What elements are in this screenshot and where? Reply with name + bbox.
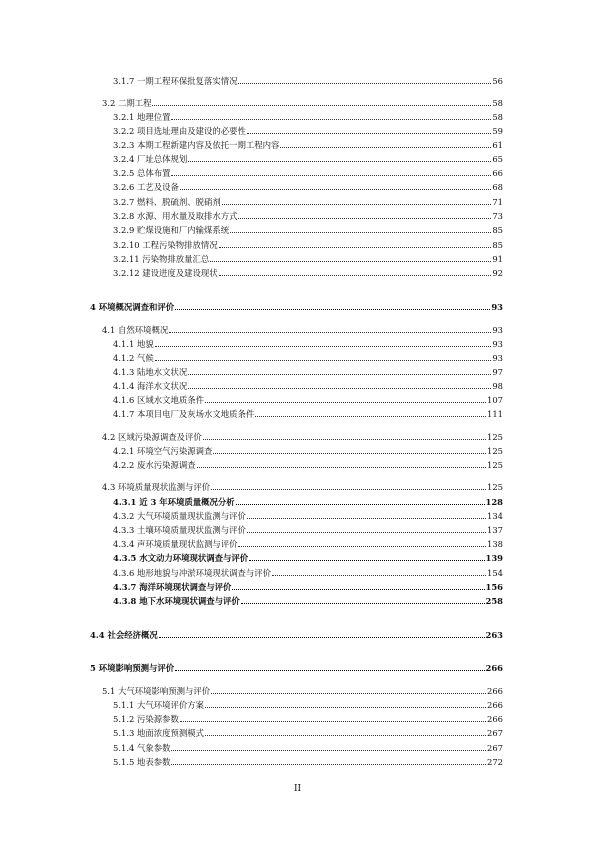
toc-entry-title: 4.3.5 水文动力环境现状调查与评价	[113, 553, 249, 563]
toc-entry-page: 68	[492, 182, 503, 192]
toc-entry[interactable]	[113, 594, 503, 607]
toc-dot-leader	[188, 373, 491, 375]
toc-dot-leader	[272, 574, 486, 576]
toc-dot-leader	[171, 118, 491, 120]
toc-entry[interactable]	[113, 110, 503, 123]
toc-dot-leader	[210, 260, 491, 262]
toc-entry-page: 92	[492, 268, 503, 278]
toc-entry-title: 4.3.3 土壤环境质量现状监测与评价	[113, 525, 246, 535]
toc-dot-leader	[188, 160, 491, 162]
toc-entry-page: 73	[492, 211, 503, 221]
toc-entry-page: 111	[487, 409, 503, 419]
toc-entry[interactable]	[113, 252, 503, 265]
toc-dot-leader	[180, 720, 486, 722]
toc-entry-title: 4.1.3 陆地水文状况	[113, 367, 188, 377]
toc-entry-title: 3.2.9 贮煤设施和厂内输煤系统	[113, 225, 230, 235]
toc-dot-leader	[175, 308, 490, 310]
toc-dot-leader	[188, 387, 491, 389]
toc-entry-title: 4.2.2 废水污染源调查	[113, 460, 196, 470]
toc-entry-page: 267	[487, 728, 503, 738]
toc-dot-leader	[171, 749, 486, 751]
toc-dot-leader	[197, 466, 486, 468]
toc-entry-page: 267	[487, 743, 503, 753]
toc-entry-page: 125	[487, 482, 503, 492]
toc-entry-page: 58	[492, 98, 503, 108]
toc-entry-title: 4.3.4 声环境质量现状监测与评价	[113, 539, 238, 549]
toc-dot-leader	[155, 345, 492, 347]
toc-entry-title: 3.2.5 总体布置	[113, 168, 171, 178]
toc-entry-page: 66	[492, 168, 503, 178]
toc-entry[interactable]	[90, 661, 503, 674]
toc-dot-leader	[171, 763, 486, 765]
toc-entry[interactable]	[102, 480, 503, 493]
toc-entry[interactable]	[113, 458, 503, 471]
toc-entry-page: 266	[487, 700, 503, 710]
toc-entry-title: 3.2.12 建设进度及建设现状	[113, 268, 218, 278]
toc-dot-leader	[219, 274, 492, 276]
toc-entry[interactable]	[113, 351, 503, 364]
toc-dot-leader	[247, 517, 486, 519]
toc-dot-leader	[241, 602, 485, 604]
toc-entry-title: 5.1.1 大气环境评价方案	[113, 700, 204, 710]
toc-entry-title: 5.1.2 污染源参数	[113, 714, 179, 724]
toc-dot-leader	[219, 246, 492, 248]
toc-entry-page: 266	[487, 714, 503, 724]
toc-entry-title: 5.1.5 地表参数	[113, 757, 171, 767]
toc-dot-leader	[175, 669, 484, 671]
toc-entry-title: 3.2.4 厂址总体规划	[113, 154, 188, 164]
toc-entry[interactable]	[113, 551, 503, 564]
toc-entry[interactable]	[113, 180, 503, 193]
toc-entry[interactable]	[113, 266, 503, 279]
toc-entry[interactable]	[113, 74, 503, 87]
toc-entry-page: 85	[492, 225, 503, 235]
toc-entry[interactable]	[113, 407, 503, 420]
toc-entry-title: 3.2.7 燃料、脱硫剂、脱硝剂	[113, 197, 221, 207]
toc-entry[interactable]	[113, 166, 503, 179]
toc-entry-page: 125	[487, 432, 503, 442]
toc-entry-page: 128	[485, 497, 503, 507]
toc-entry-page: 137	[487, 525, 503, 535]
toc-dot-leader	[171, 174, 491, 176]
toc-dot-leader	[205, 401, 486, 403]
toc-entry-page: 258	[485, 596, 503, 606]
toc-entry-title: 3.2.1 地理位置	[113, 112, 171, 122]
toc-entry-title: 5.1.3 地面浓度预测模式	[113, 728, 204, 738]
toc-dot-leader	[238, 217, 491, 219]
toc-entry-page: 125	[487, 446, 503, 456]
toc-entry-page: 154	[487, 568, 503, 578]
toc-entry[interactable]	[113, 580, 503, 593]
toc-entry[interactable]	[113, 566, 503, 579]
toc-entry-page: 97	[492, 367, 503, 377]
toc-entry[interactable]	[113, 495, 503, 508]
toc-entry-title: 5 环境影响预测与评价	[90, 663, 175, 673]
toc-entry[interactable]	[113, 223, 503, 236]
toc-entry-page: 71	[492, 197, 503, 207]
toc-entry-title: 4.1.1 地貌	[113, 339, 154, 349]
toc-entry-page: 93	[492, 325, 503, 335]
toc-entry-title: 4.3.2 大气环境质量现状监测与评价	[113, 511, 246, 521]
toc-dot-leader	[211, 692, 486, 694]
toc-dot-leader	[155, 359, 492, 361]
toc-entry[interactable]	[113, 209, 503, 222]
toc-entry[interactable]	[113, 138, 503, 151]
toc-entry-title: 3.2 二期工程	[102, 98, 152, 108]
toc-entry-page: 107	[487, 395, 503, 405]
toc-entry[interactable]	[113, 379, 503, 392]
toc-entry[interactable]	[113, 537, 503, 550]
toc-entry-title: 4.1 自然环境概况	[102, 325, 169, 335]
toc-entry-title: 5.1.4 气象参数	[113, 743, 171, 753]
toc-dot-leader	[169, 331, 491, 333]
toc-dot-leader	[247, 531, 486, 533]
toc-entry-page: 85	[492, 240, 503, 250]
toc-entry-page: 61	[492, 140, 503, 150]
toc-entry[interactable]	[102, 684, 503, 697]
toc-entry[interactable]	[113, 444, 503, 457]
toc-entry[interactable]	[90, 628, 503, 641]
toc-dot-leader	[222, 203, 492, 205]
toc-entry[interactable]	[90, 300, 503, 313]
toc-dot-leader	[180, 188, 491, 190]
toc-dot-leader	[205, 706, 486, 708]
toc-entry[interactable]	[113, 741, 503, 754]
toc-entry-page: 138	[487, 539, 503, 549]
toc-entry[interactable]	[113, 698, 503, 711]
toc-dot-leader	[232, 588, 484, 590]
toc-entry-title: 3.2.6 工艺及设备	[113, 182, 179, 192]
toc-entry-title: 4.2.1 环境空气污染源调查	[113, 446, 213, 456]
toc-dot-leader	[213, 452, 486, 454]
toc-entry-title: 4.1.2 气候	[113, 353, 154, 363]
toc-entry[interactable]	[102, 96, 503, 109]
toc-dot-leader	[211, 488, 486, 490]
toc-entry-title: 4.1.7 本项目电厂及灰场水文地质条件	[113, 409, 255, 419]
toc-dot-leader	[159, 636, 485, 638]
toc-dot-leader	[230, 231, 491, 233]
toc-entry[interactable]	[113, 152, 503, 165]
toc-entry-title: 4.1.4 海洋水文状况	[113, 381, 188, 391]
toc-entry-page: 93	[491, 302, 503, 312]
toc-entry-page: 266	[487, 686, 503, 696]
toc-entry-page: 58	[492, 112, 503, 122]
toc-entry[interactable]	[113, 509, 503, 522]
toc-entry-title: 4.4 社会经济概况	[90, 630, 158, 640]
toc-entry-title: 4.3.7 海洋环境现状调查与评价	[113, 582, 232, 592]
toc-entry-title: 4.3.8 地下水环境现状调查与评价	[113, 596, 240, 606]
toc-dot-leader	[280, 146, 491, 148]
toc-dot-leader	[236, 503, 485, 505]
toc-entry-title: 4.2 区域污染源调查及评价	[102, 432, 202, 442]
toc-entry-title: 4.3.1 近 3 年环境质量概况分析	[113, 497, 235, 507]
toc-entry[interactable]	[113, 755, 503, 768]
toc-dot-leader	[238, 545, 486, 547]
toc-entry[interactable]	[113, 124, 503, 137]
toc-entry-title: 4.3 环境质量现状监测与评价	[102, 482, 211, 492]
toc-entry-page: 263	[485, 630, 503, 640]
toc-entry-page: 93	[492, 339, 503, 349]
toc-entry[interactable]	[113, 393, 503, 406]
page-number: II	[293, 784, 302, 794]
toc-entry-title: 3.2.2 项目选址理由及建设的必要性	[113, 126, 246, 136]
toc-entry-page: 98	[492, 381, 503, 391]
toc-dot-leader	[249, 559, 484, 561]
toc-entry-page: 91	[492, 254, 503, 264]
toc-dot-leader	[205, 734, 486, 736]
toc-entry-title: 4 环境概况调查和评价	[90, 302, 175, 312]
toc-entry-title: 3.2.11 污染物排放量汇总	[113, 254, 210, 264]
toc-entry-page: 272	[487, 757, 503, 767]
toc-entry[interactable]	[102, 323, 503, 336]
toc-entry[interactable]	[113, 337, 503, 350]
toc-entry[interactable]	[113, 365, 503, 378]
toc-entry[interactable]	[113, 726, 503, 739]
toc-entry-page: 266	[485, 663, 503, 673]
toc-entry-page: 139	[485, 553, 503, 563]
toc-entry-title: 4.3.6 地形地貌与冲淤环境现状调查与评价	[113, 568, 271, 578]
toc-entry-title: 3.2.3 本期工程新建内容及依托一期工程内容	[113, 140, 280, 150]
toc-entry-title: 3.2.10 工程污染物排放情况	[113, 240, 218, 250]
toc-entry-page: 93	[492, 353, 503, 363]
toc-entry[interactable]	[113, 712, 503, 725]
toc-entry-page: 65	[492, 154, 503, 164]
toc-entry-title: 3.2.8 水源、用水量及取排水方式	[113, 211, 238, 221]
toc-entry-page: 134	[487, 511, 503, 521]
toc-dot-leader	[203, 438, 486, 440]
toc-entry-title: 3.1.7 一期工程环保批复落实情况	[113, 76, 238, 86]
toc-entry-page: 59	[492, 126, 503, 136]
toc-entry[interactable]	[113, 195, 503, 208]
toc-entry-page: 156	[485, 582, 503, 592]
toc-entry-page: 56	[492, 76, 503, 86]
toc-dot-leader	[247, 132, 491, 134]
toc-entry[interactable]	[113, 523, 503, 536]
toc-dot-leader	[255, 415, 486, 417]
toc-dot-leader	[152, 104, 491, 106]
toc-entry[interactable]	[113, 238, 503, 251]
toc-entry-page: 125	[487, 460, 503, 470]
toc-dot-leader	[238, 82, 491, 84]
toc-entry-title: 4.1.6 区域水文地质条件	[113, 395, 204, 405]
toc-entry-title: 5.1 大气环境影响预测与评价	[102, 686, 211, 696]
toc-entry[interactable]	[102, 430, 503, 443]
